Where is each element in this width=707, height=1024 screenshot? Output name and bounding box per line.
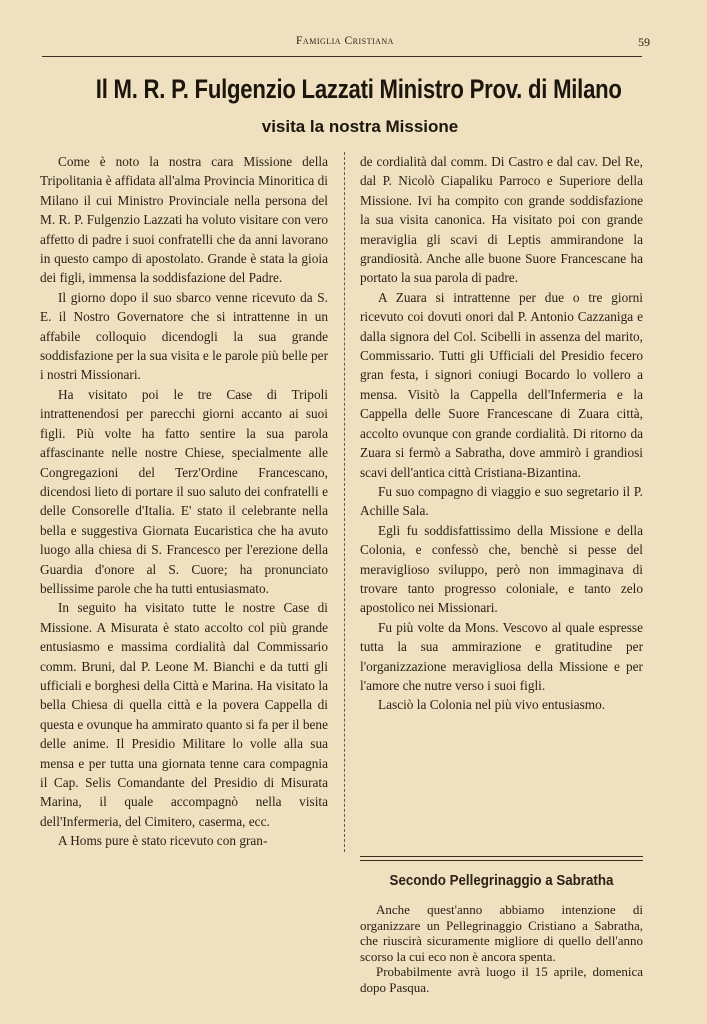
paragraph: Probabilmente avrà luogo il 15 aprile, domenica dopo Pasqua. — [360, 964, 643, 995]
paragraph: de cordialità dal comm. Di Castro e dal cav. Del Re, dal P. Nicolò Ciapaliku Parroco e Superiore della Missione. Ivi ha compito con grande soddisfazione la sua visita canonica. Ha visitato poi con grande meraviglia gli scavi di Leptis ammirandone la grandiosità. Anche alle buone Suore Francescane ha portato la sua parola di padre. — [360, 154, 643, 286]
paragraph: Fu più volte da Mons. Vescovo al quale espresse tutta la sua ammirazione e gratitudine per l'organizzazione meravigliosa della Missione e per l'amore che nutre verso i suoi figli. — [360, 619, 643, 693]
left-column — [40, 152, 328, 851]
article-title: Il M. R. P. Fulgenzio Lazzati Ministro Prov. di Milano — [95, 74, 622, 104]
column-divider — [344, 152, 345, 852]
section-divider — [360, 856, 643, 857]
paragraph: A Homs pure è stato ricevuto con gran- — [58, 833, 268, 849]
paragraph: Il giorno dopo il suo sbarco venne ricevuto da S. E. il Nostro Governatore che si intrattenne in un affabile colloquio dicendogli la sua grande soddisfazione per la sua visita e le parole più belle per i nostri Missionari. — [40, 289, 328, 383]
paragraph: Lasciò la Colonia nel più vivo entusiasmo. — [378, 697, 606, 713]
paragraph: A Zuara si intrattenne per due o tre giorni ricevuto coi dovuti onori dal P. Antonio Cazzaniga e dalla signora del Col. Scibelli in assenza del marito, Commissario. Tutti gli Ufficiali del Presidio fecero gran festa, i signori coniugi Bocardo lo vollero a mensa. Visitò la Cappella dell'Infermeria e la Cappella delle Suore Francescane di Zuara città, accolto ovunque con grande cordialità. Di ritorno da Zuara si fermò a Sabratha, dove ammirò i grandiosi scavi dell'antica città Cristiana-Bizantina. — [360, 289, 643, 480]
paragraph: Anche quest'anno abbiamo intenzione di organizzare un Pellegrinaggio Cristiano a Sabratha, che riuscirà sicuramente migliore di quello dell'anno scorso la cui eco non è ancora spenta. — [360, 902, 643, 964]
paragraph: Egli fu soddisfattissimo della Missione e della Colonia, e confessò che, benchè si pesse del meraviglioso sviluppo, però non immaginava di trovare tanto progresso coloniale, e tanto zelo apostolico nei Missionari. — [360, 522, 643, 616]
paragraph: Ha visitato poi le tre Case di Tripoli intrattenendosi per parecchi giorni accanto ai suoi figli. Più volte ha fatto sentire la sua parola affascinante nelle nostre Chiese, specialmente alle Congregazioni del Terz'Ordine Francescano, dicendosi lieto di portare il suo saluto dei confratelli e delle Consorelle d'Italia. E' stato il celebrante nella bella e suggestiva Giornata Eucaristica che ha avuto luogo alla chiesa di S. Francesco per l'erezione della Guardia d'onore al S. Cuore; ha pronunciato bellissime parole che ha tutti entusiasmato. — [40, 386, 328, 596]
header-divider — [42, 56, 642, 57]
second-article-body — [360, 902, 643, 995]
page-number: 59 — [638, 35, 650, 49]
running-head — [40, 35, 650, 53]
paragraph: Fu suo compagno di viaggio e suo segretario il P. Achille Sala. — [360, 483, 643, 519]
running-title: Famiglia Cristiana — [296, 35, 394, 47]
second-article-title: Secondo Pellegrinaggio a Sabratha — [389, 873, 614, 889]
article-subtitle: visita la nostra Missione — [261, 117, 459, 136]
right-column — [360, 152, 643, 715]
section-divider — [360, 860, 643, 861]
paragraph: In seguito ha visitato tutte le nostre Case di Missione. A Misurata è stato accolto col più grande entusiasmo e massima cordialità dal Commissario comm. Bruni, dal P. Leone M. Bianchi e da tutti gli ufficiali e borghesi della Città e Marina. Ha visitato la bella Chiesa di quella città e la povera Cappella di questa e ovunque ha ammirato quanto si fa per il bene delle anime. Il Presidio Militare lo volle alla sua mensa e per tutta una giornata tenne cara compagnia il Cap. Selis Comandante del Presidio di Misurata Marina, il quale accompagnò nella visita dell'Infermeria, del Cimitero, caserma, ecc. — [40, 600, 328, 829]
paragraph: Come è noto la nostra cara Missione della Tripolitania è affidata all'alma Provincia Minoritica di Milano il cui Ministro Provinciale nella persona del M. R. P. Fulgenzio Lazzati ha voluto visitare con vero affetto di padre i suoi confratelli che da anni lavorano in questo campo di apostolato. Grande è stata la gioia dei figli, immensa la soddisfazione del Padre. — [40, 154, 328, 286]
